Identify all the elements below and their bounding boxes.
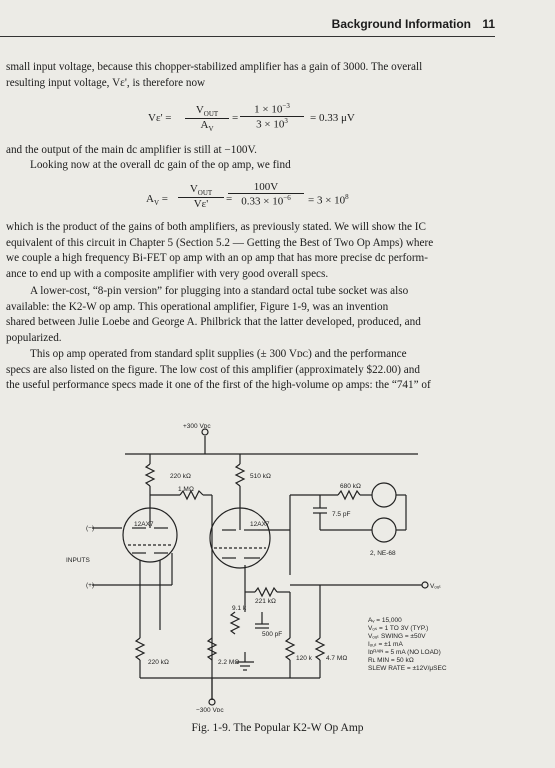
resistor-221k [255, 588, 277, 596]
text-line: equivalent of this circuit in Chapter 5 (Section 5.2 — Getting the Best of Two Op Amps) where [6, 236, 434, 249]
running-title: Background Information [331, 17, 471, 31]
spec-line: Aᵥ = 15,000 [368, 617, 402, 624]
text-line: This op amp operated from standard split supplies (± 300 Vᴅᴄ) and the performance [30, 348, 407, 360]
resistor-9-1k [231, 612, 239, 634]
label-r-220k-bottom: 220 kΩ [148, 659, 169, 666]
eq2-numerator: $V_{OUT}$ [178, 183, 224, 198]
eq1-lhs: Vε' = [148, 112, 172, 124]
eq1-fraction-2 [240, 102, 304, 130]
label-supply-pos: +300 Vᴅᴄ [183, 423, 211, 430]
eq2-fraction-2 [228, 181, 304, 208]
figure-caption: Fig. 1-9. The Popular K2-W Op Amp [191, 722, 364, 734]
eq2-denominator-2: $0.33 \times 10^{-6}$ [241, 194, 291, 208]
label-tube-1: 12AX7 [134, 521, 154, 528]
label-r-220k-top: 220 kΩ [170, 473, 191, 480]
label-in-plus: (+) [86, 582, 95, 589]
text-line: we couple a high frequency Bi-FET op amp with an op amp that has more precise dc perform- [6, 252, 428, 265]
label-r-120k: 120 k [296, 655, 312, 662]
text-line: the useful performance specs made it one of the first of the high-volume op amps: the “741” of [6, 379, 431, 392]
spec-line: Iᴅᴿᴬᴵᴺ = 5 mA (NO LOAD) [368, 649, 441, 656]
text-line: A lower-cost, “8-pin version” for plugging into a standard octal tube socket was also [30, 285, 409, 297]
spec-line: Rʟ MIN = 50 kΩ [368, 657, 414, 664]
eq1-numerator-2: $1 \times 10^{-3}$ [240, 102, 304, 117]
eq2-denominator: Vε' [193, 198, 209, 211]
label-supply-neg: −300 Vᴅᴄ [196, 707, 224, 714]
eq2-fraction [178, 183, 224, 210]
text-line: which is the product of the gains of both amplifiers, as previously stated. We will show the IC [6, 221, 426, 233]
spec-line: Iₒᵤₜ = ±1 mA [368, 641, 403, 648]
text-line: resulting input voltage, Vε', is therefore now [6, 76, 206, 89]
eq2-result: = $3 \times 10^8$ [308, 193, 349, 207]
text-line: available: the K2-W op amp. This operational amplifier, Figure 1-9, was an invention [6, 300, 389, 313]
eq2-equals: = [226, 193, 233, 205]
label-r-9-1k: 9.1 k [232, 605, 247, 612]
label-r-680k: 680 kΩ [340, 483, 361, 490]
spec-line: SLEW RATE = ±12V/μSEC [368, 665, 447, 672]
text-line: popularized. [6, 331, 62, 344]
spec-line: Vₒₛ = 1 TO 3V (TYP.) [368, 625, 429, 632]
eq2-lhs: $A_V$ = [146, 193, 168, 208]
label-r-510k: 510 kΩ [250, 473, 271, 480]
label-r-2-2m: 2.2 MΩ [218, 659, 240, 666]
eq1-fraction [185, 104, 229, 133]
paragraph-1 [6, 60, 516, 91]
label-r-221k: 221 kΩ [255, 598, 276, 605]
header-rule [0, 36, 495, 37]
text-line: specs are also listed on the figure. The low cost of this amplifier (approximately $22.00) and [6, 363, 420, 376]
resistor-120k [286, 638, 294, 660]
resistor-510k [236, 464, 244, 486]
k2w-schematic [0, 400, 555, 730]
label-vout: Vₒᵤₜ [430, 583, 442, 590]
label-neon: 2, NE-68 [370, 550, 396, 557]
neon-bulb-1 [372, 483, 396, 507]
eq1-numerator: $V_{OUT}$ [185, 104, 229, 119]
resistor-220k-bottom [136, 638, 144, 660]
label-r-4-7m: 4.7 MΩ [326, 655, 348, 662]
page-header [0, 14, 555, 38]
text-line: small input voltage, because this chopper-stabilized amplifier has a gain of 3000. The overall [6, 61, 423, 73]
text-line: ance to end up with a composite amplifier with very good overall specs. [6, 267, 329, 280]
paragraph-2: and the output of the main dc amplifier is still at −100V. [6, 144, 257, 156]
eq1-denominator-2: $3 \times 10^3$ [256, 116, 288, 131]
vout-terminal[interactable] [422, 582, 428, 588]
paragraph-3: Looking now at the overall dc gain of the op amp, we find [30, 159, 291, 171]
eq2-numerator-2: 100V [228, 181, 304, 194]
label-c-7-5pf: 7.5 pF [332, 511, 351, 518]
eq1-result: = 0.33 μV [310, 112, 355, 124]
schematic-labels [66, 423, 447, 714]
paragraph-6 [6, 347, 521, 394]
eq1-denominator: $A_V$ [200, 119, 214, 134]
label-r-1m: 1 MΩ [178, 486, 194, 493]
neon-bulb-2 [372, 518, 396, 542]
label-inputs: INPUTS [66, 557, 90, 564]
spec-line: Vₒᵤₜ SWING = ±50V [368, 633, 426, 640]
page-number: 11 [482, 17, 495, 31]
resistor-220k-top [146, 464, 154, 486]
eq1-equals: = [232, 112, 239, 124]
paragraph-4 [6, 220, 521, 282]
label-in-minus: (−) [86, 525, 95, 532]
resistor-4-7m [316, 638, 324, 660]
paragraph-5 [6, 284, 521, 346]
label-tube-2: 12AX7 [250, 521, 270, 528]
label-c-500pf: 500 pF [262, 631, 283, 638]
text-line: shared between Julie Loebe and George A. Philbrick that the latter developed, produced, and [6, 316, 421, 329]
resistor-680k [338, 491, 360, 499]
